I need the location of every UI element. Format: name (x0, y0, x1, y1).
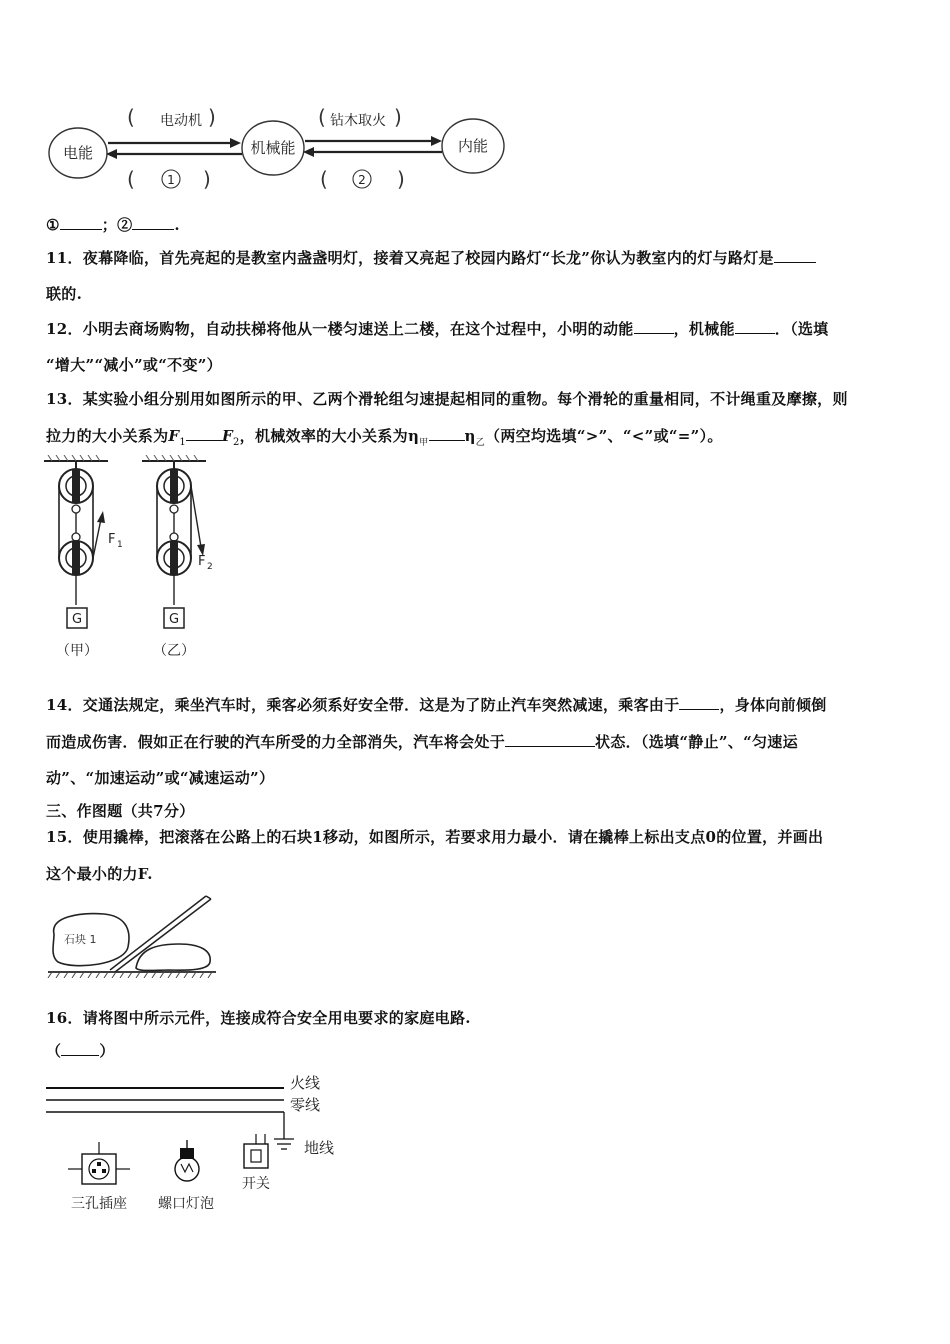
svg-text:2: 2 (207, 562, 213, 572)
bulb-label: 螺口灯泡 (158, 1196, 214, 1212)
label-drilling: 钻木取火 (330, 113, 386, 129)
caption-jia: （甲） (56, 643, 98, 659)
label-blank-1: 1 (167, 173, 175, 187)
rock-label: 石块 1 (64, 933, 97, 946)
q13-line1: 13．某实验小组分别用如图所示的甲、乙两个滑轮组匀速提起相同的重物。每个滑轮的重量相同，不计绳重及摩擦，则 (46, 390, 848, 408)
node-internal-label: 内能 (457, 137, 489, 155)
label-motor: 电动机 (160, 113, 202, 129)
svg-text:(: ( (318, 105, 326, 129)
svg-text:1: 1 (117, 540, 123, 550)
svg-text:): ) (203, 167, 211, 191)
svg-text:G: G (71, 612, 83, 627)
neutral-wire-label: 零线 (290, 1096, 321, 1114)
svg-text:): ) (397, 167, 405, 191)
circuit-figure (44, 1068, 354, 1218)
screw-bulb (175, 1140, 199, 1181)
svg-text:(: ( (127, 167, 135, 191)
q12-line1: 12．小明去商场购物，自动扶梯将他从一楼匀速送上二楼，在这个过程中，小明的动能 ，机械能 ．（选填 (46, 320, 829, 338)
q16-answer-paren: （ ） (46, 1042, 115, 1060)
lever-figure (44, 892, 224, 978)
label-blank-2: 2 (358, 173, 366, 187)
q11-line2: 联的. (46, 285, 83, 303)
q15-line1: 15．使用撬棒，把滚落在公路上的石块1移动，如图所示，若要求用力最小．请在撬棒上标出支点0的位置，并画出 (46, 828, 824, 846)
pulley-figure (40, 455, 240, 665)
energy-diagram (40, 96, 520, 198)
svg-text:G: G (168, 612, 180, 627)
socket-label: 三孔插座 (71, 1196, 127, 1212)
switch-label: 开关 (242, 1176, 270, 1192)
node-mechanical-label: 机械能 (250, 139, 296, 157)
svg-text:): ) (208, 105, 216, 129)
svg-text:(: ( (320, 167, 328, 191)
live-wire-label: 火线 (290, 1074, 321, 1092)
switch (244, 1134, 268, 1168)
q12-line2: “增大”“减小”或“不变”） (46, 356, 222, 374)
svg-text:(: ( (127, 105, 135, 129)
q14-line2: 而造成伤害．假如正在行驶的汽车所受的力全部消失，汽车将会处于 状态．（选填“静止”、“匀速运 (46, 733, 798, 751)
force-f2: F (198, 554, 206, 569)
svg-text:): ) (394, 105, 402, 129)
q11-line1: 11．夜幕降临，首先亮起的是教室内盏盏明灯，接着又亮起了校园内路灯“长龙”你认为教室内的灯与路灯是 (46, 247, 816, 268)
q13-line2: 拉力的大小关系为$F_1$ $F_2$，机械效率的大小关系为$\eta_甲$ $\eta_乙$（两空均选填“>”、“<”或“=”）。 (46, 427, 723, 448)
q15-line2: 这个最小的力F. (46, 865, 153, 883)
force-f1: F (108, 532, 116, 547)
q10-answer: ① ；② . (46, 216, 180, 234)
caption-yi: （乙） (153, 643, 195, 659)
q14-line1: 14．交通法规定，乘坐汽车时，乘客必须系好安全带．这是为了防止汽车突然减速，乘客由于 ，身体向前倾倒 (46, 696, 827, 714)
q14-line3: 动”、“加速运动”或“减速运动”） (46, 769, 275, 787)
node-electric-label: 电能 (62, 144, 94, 162)
ground-wire-label: 地线 (304, 1139, 335, 1157)
section-3-title: 三、作图题（共7分） (46, 802, 195, 820)
three-hole-socket (68, 1142, 130, 1184)
q16-line1: 16．请将图中所示元件，连接成符合安全用电要求的家庭电路. (46, 1009, 471, 1027)
